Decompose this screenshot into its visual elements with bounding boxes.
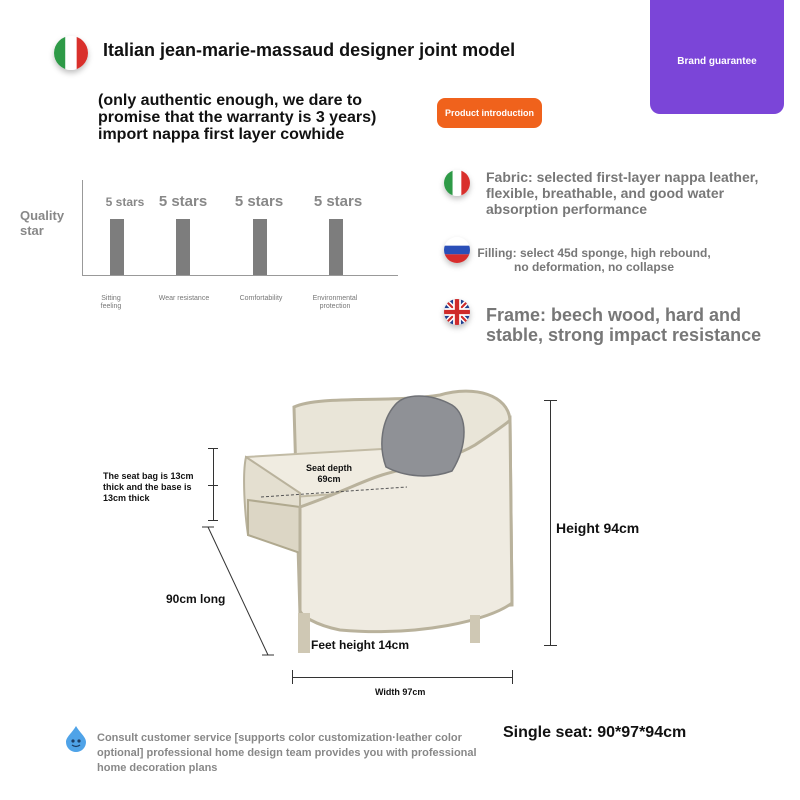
product-introduction-button[interactable]: Product introduction bbox=[437, 98, 542, 128]
single-seat-size: Single seat: 90*97*94cm bbox=[503, 724, 687, 741]
width-label: Width 97cm bbox=[375, 687, 426, 697]
stars-label-environment: 5 stars bbox=[313, 193, 363, 210]
chart-x-axis bbox=[82, 275, 398, 276]
feature-frame: Frame: beech wood, hard and stable, strong impact resistance bbox=[486, 305, 762, 345]
stars-label-comfort: 5 stars bbox=[234, 193, 284, 210]
italy-flag-icon bbox=[444, 170, 470, 196]
label-environmental-protection: Environmental protection bbox=[312, 295, 358, 310]
feature-filling: Filling: select 45d sponge, high rebound, no deformation, no collapse bbox=[477, 246, 711, 274]
feature-fabric: Fabric: selected first-layer nappa leather, flexible, breathable, and good water absorption performance bbox=[486, 169, 759, 217]
chart-y-axis bbox=[82, 180, 83, 276]
customer-service-drop-icon[interactable] bbox=[62, 724, 90, 752]
dimension-tick bbox=[208, 448, 218, 449]
height-dimension-line bbox=[550, 400, 551, 645]
height-label: Height 94cm bbox=[556, 520, 640, 536]
seat-bag-dimension-line bbox=[213, 448, 214, 520]
quality-star-label: Quality star bbox=[20, 208, 65, 238]
page-title: Italian jean-marie-massaud designer joint model bbox=[103, 40, 516, 60]
seat-bag-label: The seat bag is 13cm thick and the base is 13cm thick bbox=[103, 471, 194, 503]
customer-service-note: Consult customer service [supports color customization·leather color optional] professional home design team provides you with professional home decoration plans bbox=[97, 732, 477, 774]
italy-flag-icon bbox=[54, 36, 88, 70]
russia-flag-icon bbox=[444, 237, 470, 263]
warranty-promise-text: (only authentic enough, we dare to promise that the warranty is 3 years) import nappa first layer cowhide bbox=[98, 92, 377, 143]
length-label: 90cm long bbox=[166, 592, 226, 606]
label-comfortability: Comfortability bbox=[239, 295, 283, 302]
bar-environmental-protection bbox=[329, 219, 343, 275]
dimension-tick bbox=[544, 400, 557, 401]
label-sitting-feeling: Sitting feeling bbox=[100, 295, 122, 310]
dimension-tick bbox=[292, 670, 293, 684]
stars-label-wear: 5 stars bbox=[158, 193, 208, 210]
bar-comfortability bbox=[253, 219, 267, 275]
uk-flag-icon bbox=[444, 299, 470, 325]
brand-guarantee-text: Brand guarantee bbox=[677, 56, 757, 67]
bar-wear-resistance bbox=[176, 219, 190, 275]
dimension-tick bbox=[208, 520, 218, 521]
dimension-tick bbox=[512, 670, 513, 684]
brand-guarantee-badge bbox=[650, 0, 784, 114]
seat-depth-label: Seat depth 69cm bbox=[305, 463, 352, 484]
dimension-tick bbox=[208, 485, 218, 486]
stars-label-sitting: 5 stars bbox=[105, 195, 145, 209]
bar-sitting-feeling bbox=[110, 219, 124, 275]
feet-height-label: Feet height 14cm bbox=[311, 638, 410, 652]
dimension-tick bbox=[544, 645, 557, 646]
label-wear-resistance: Wear resistance bbox=[158, 295, 210, 302]
width-dimension-line bbox=[292, 677, 512, 678]
